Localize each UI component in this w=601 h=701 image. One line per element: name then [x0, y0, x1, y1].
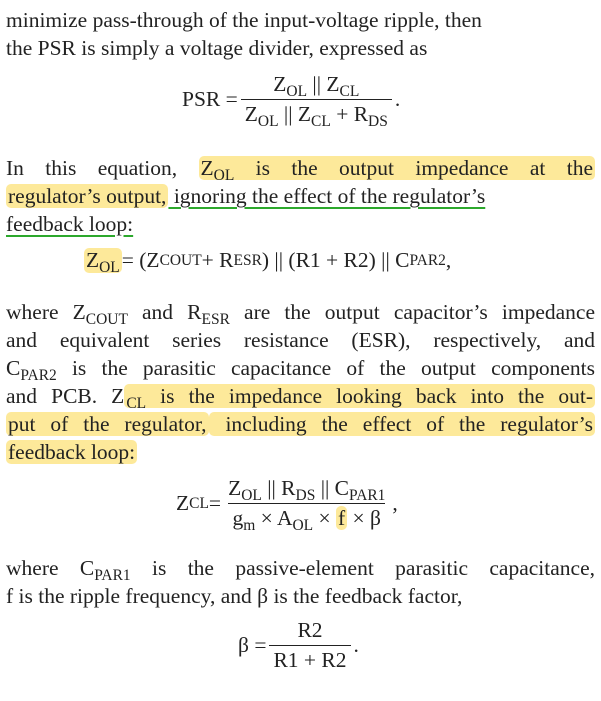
paragraph-1-line-1	[6, 6, 595, 34]
highlight: $Z_{OL}$	[86, 248, 120, 276]
denominator: R1 + R2	[269, 645, 350, 673]
paragraph-3-line-4: and PCB. Z $_{CL}$ is the impedance looking back into the out-	[6, 384, 593, 412]
numerator: $Z_{OL}$ || $Z_{CL}$	[273, 72, 360, 100]
underline: ignoring the effect of the regulator’s	[168, 184, 486, 208]
paragraph-2-line-2	[6, 182, 595, 210]
paragraph-3-line-5	[6, 410, 595, 438]
eq-lhs: PSR =	[182, 87, 238, 111]
paragraph-3-line-2: and equivalent series resistance (ESR), respectively, and	[6, 328, 595, 352]
highlight: $Z_{OL}$ is the output impedance at the	[200, 156, 593, 184]
fraction	[269, 618, 350, 673]
highlight: $_{CL}$ is the impedance looking back into the out-	[126, 384, 593, 412]
highlight: feedback loop:	[8, 440, 136, 464]
numerator: R2	[297, 618, 323, 642]
paragraph-3-line-3: $C_{PAR2}$ is the parasitic capacitance of the output components	[6, 356, 595, 384]
highlight: including the effect of the regulator’s	[210, 412, 593, 436]
equation-psr	[182, 72, 401, 130]
paragraph-4-line-2: f is the ripple frequency, and β is the feedback factor,	[6, 584, 463, 608]
paragraph-3-line-6	[6, 438, 595, 466]
equation-beta: β = $\frac{R2}{R1 + R2}$ .	[238, 618, 359, 672]
underline: feedback loop:	[6, 212, 134, 236]
paragraph-3-line-1: where $Z_{COUT}$ and $R_{ESR}$ are the output capacitor’s impedance	[6, 300, 596, 328]
text: the PSR is simply a voltage divider, expressed as	[6, 36, 428, 60]
eq-end: .	[394, 87, 401, 111]
fraction	[241, 72, 392, 130]
paragraph-2-line-3	[6, 210, 595, 238]
highlight: regulator’s output,	[8, 184, 167, 208]
denominator: $g_m \times A_{OL} \times f \times \beta$	[228, 503, 385, 531]
denominator: $Z_{OL}$ || $Z_{CL} + R_{DS}$	[241, 99, 392, 127]
equation-zol: $Z_{OL}$ = (Z COUT + R ESR ) || (R1 + R2) || C PAR2 ,	[86, 248, 452, 276]
equation-zcl: Z CL = $\frac{Z_{OL} || R_{DS} || C_{PAR1}}{g_m \times A_{OL} \times f \times \beta}$ ,	[176, 476, 398, 534]
highlight: put of the regulator,	[8, 412, 207, 436]
text: minimize pass-through of the input-voltage ripple, then	[6, 8, 482, 32]
highlight: f	[338, 506, 346, 530]
paragraph-2-line-1: In this equation, $Z_{OL}$ is the output impedance at the	[6, 156, 593, 184]
paragraph-4-line-1: where $C_{PAR1}$ is the passive-element parasitic capacitance,	[6, 556, 595, 584]
paragraph-1-line-2	[6, 34, 595, 62]
numerator: $Z_{OL}$ || $R_{DS}$ || $C_{PAR1}$	[228, 476, 386, 504]
fraction	[224, 476, 389, 534]
